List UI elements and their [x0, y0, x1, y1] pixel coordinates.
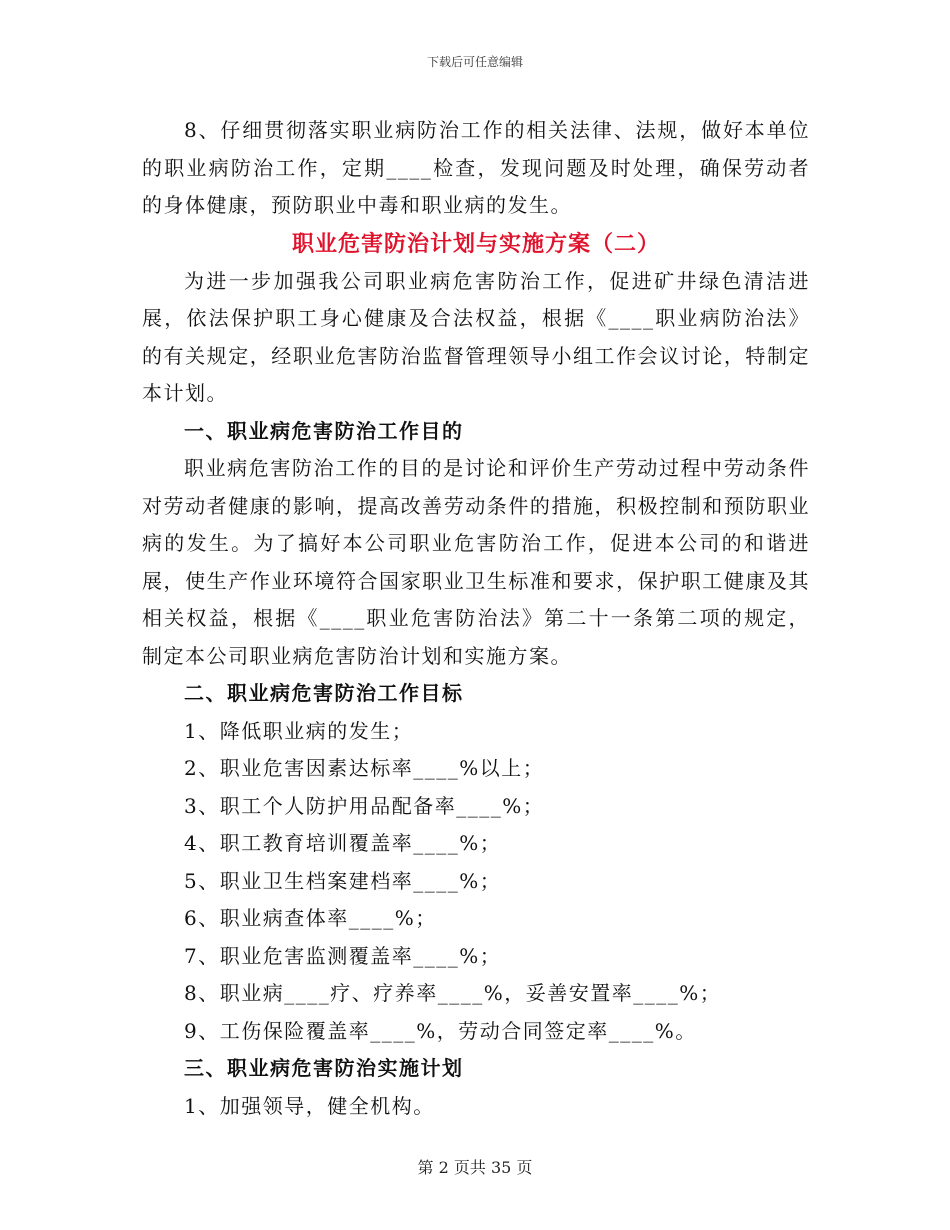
- section-heading-3: 三、职业病危害防治实施计划: [184, 1056, 464, 1080]
- paragraph-preface: 为进一步加强我公司职业病危害防治工作，促进矿井绿色清洁进展，依法保护职工身心健康及合法权益，根据《____职业病防治法》的有关规定，经职业危害防治监督管理领导小组工作会议讨论，特制定本计划。: [142, 268, 810, 405]
- section-heading-1: 一、职业病危害防治工作目的: [184, 418, 464, 443]
- list-item: 8、职业病____疗、疗养率____%，妥善安置率____%；: [184, 981, 722, 1005]
- list-item: 4、职工教育培训覆盖率____%；: [184, 831, 502, 855]
- list-item: 3、职工个人防护用品配备率____%；: [184, 793, 545, 818]
- list-item: 6、职业病查体率____%；: [184, 906, 437, 930]
- document-title: 职业危害防治计划与实施方案（二）: [291, 230, 660, 257]
- paragraph-item-8: 8、仔细贯彻落实职业病防治工作的相关法律、法规，做好本单位的职业病防治工作，定期____检查，发现问题及时处理，确保劳动者的身体健康，预防职业中毒和职业病的发生。: [142, 118, 810, 217]
- document-body: [142, 112, 810, 1125]
- page-footer-number: 第 2 页共 35 页: [417, 1158, 533, 1177]
- list-item: 9、工伤保险覆盖率____%，劳动合同签定率____%。: [184, 1018, 697, 1043]
- list-item: 5、职业卫生档案建档率____%；: [184, 868, 502, 893]
- list-item: 2、职业危害因素达标率____%以上；: [184, 756, 545, 780]
- list-item: 7、职业危害监测覆盖率____%；: [184, 943, 502, 968]
- section-heading-2: 二、职业病危害防治工作目标: [184, 681, 464, 705]
- list-item: 1、加强领导，健全机构。: [184, 1093, 435, 1118]
- page-header-note: 下载后可任意编辑: [426, 55, 523, 69]
- list-item: 1、降低职业病的发生；: [184, 718, 414, 743]
- section-1-body: 职业病危害防治工作的目的是讨论和评价生产劳动过程中劳动条件对劳动者健康的影响，提高改善劳动条件的措施，积极控制和预防职业病的发生。为了搞好本公司职业危害防治工作，促进本公司的和谐进展，使生产作业环境符合国家职业卫生标准和要求，保护职工健康及其相关权益，根据《____职业危害防治法》第二十一条第二项的规定，制定本公司职业病危害防治计划和实施方案。: [142, 456, 810, 668]
